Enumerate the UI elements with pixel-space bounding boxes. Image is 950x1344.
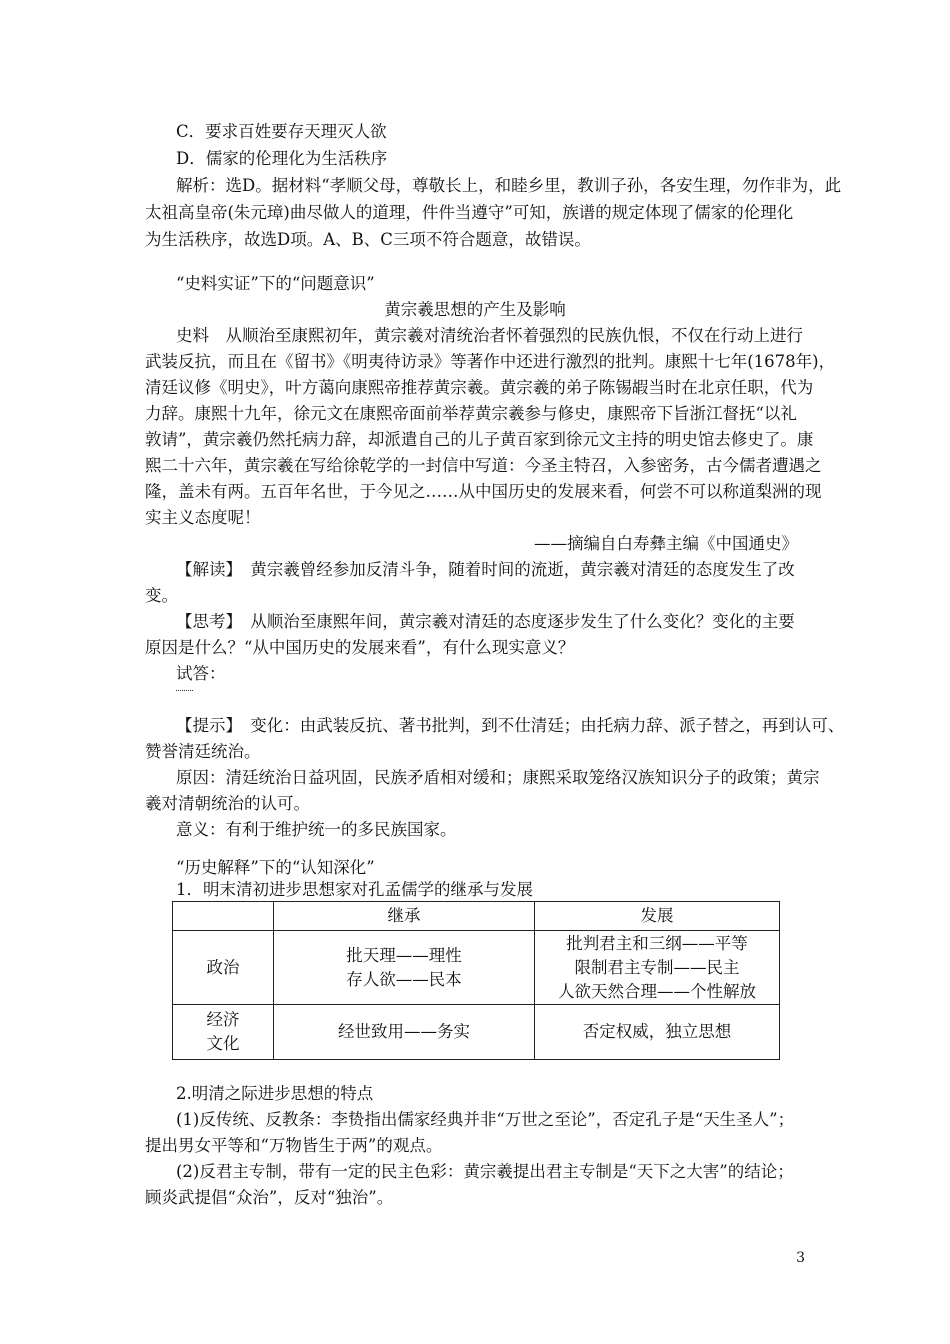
hint-line: 赞誉清廷统治。 [145,742,261,761]
cell-line: 限制君主专制——民主 [574,957,740,977]
row-label-economy-culture [173,1005,274,1060]
economy-develop-cell: 否定权威，独立思想 [535,1005,780,1060]
source-line: 隆，盖未有两。五百年名世，于今见之……从中国历史的发展来看，何尝不可以称道梨洲的现 [145,482,822,501]
citation: ——摘编自白寿彝主编《中国通史》 [534,534,798,553]
source-line: 武装反抗，而且在《留书》《明夷待访录》等著作中还进行激烈的批判。康熙十七年(1678年)， [145,352,836,371]
table-header-develop: 发展 [535,902,780,931]
section2-heading: “历史解释”下的“认知深化” [176,858,375,877]
subheading-2: 2.明清之际进步思想的特点 [176,1084,374,1103]
source-line: 实主义态度呢！ [145,508,261,527]
point1-line: 提出男女平等和“万物皆生于两”的观点。 [145,1136,443,1155]
point2-line: (2)反君主专制，带有一定的民主色彩：黄宗羲提出君主专制是“天下之大害”的结论； [176,1162,794,1181]
answer-blank [176,690,193,691]
economy-inherit-cell: 经世致用——务实 [274,1005,535,1060]
option-c: C．要求百姓要存天理灭人欲 [176,122,387,141]
hint-line: 【提示】 变化：由武装反抗、著书批判，到不仕清廷；由托病力辞、派子替之，再到认可、 [176,716,845,735]
source-line: 敦请”，黄宗羲仍然托病力辞，却派遣自己的儿子黄百家到徐元文主持的明史馆去修史了。康 [145,430,814,449]
source-line: 史料 从顺治至康熙初年，黄宗羲对清统治者怀着强烈的民族仇恨，不仅在行动上进行 [176,326,803,345]
inheritance-table [172,901,780,1060]
politics-develop-cell [535,931,780,1005]
significance: 意义：有利于维护统一的多民族国家。 [176,820,457,839]
reason-line: 羲对清朝统治的认可。 [145,794,310,813]
cell-line: 人欲天然合理——个性解放 [558,981,756,1001]
table-header-inherit: 继承 [274,902,535,931]
interpretation-line: 变。 [145,586,178,605]
section2-subheading: 1．明末清初进步思想家对孔孟儒学的继承与发展 [176,880,533,899]
cell-line: 批判君主和三纲——平等 [566,933,748,953]
reason-line: 原因：清廷统治日益巩固，民族矛盾相对缓和；康熙采取笼络汉族知识分子的政策；黄宗 [176,768,820,787]
source-line: 力辞。康熙十九年，徐元文在康熙帝面前举荐黄宗羲参与修史，康熙帝下旨浙江督抚“以礼 [145,404,797,423]
option-d: D．儒家的伦理化为生活秩序 [176,149,388,168]
try-answer-label: 试答： [176,664,226,683]
analysis-line: 太祖高皇帝(朱元璋)曲尽做人的道理，件件当遵守”可知，族谱的规定体现了儒家的伦理化 [145,203,794,222]
cell-line: 经济 [206,1010,240,1029]
analysis-line: 为生活秩序，故选D项。A、B、C三项不符合题意，故错误。 [145,230,591,249]
table-row [173,1005,780,1060]
cell-line: 存人欲——民本 [346,969,462,989]
cell-line: 文化 [206,1034,240,1053]
section1-title: 黄宗羲思想的产生及影响 [384,300,566,319]
thinking-line: 原因是什么？“从中国历史的发展来看”，有什么现实意义？ [145,638,575,657]
table-corner-cell [173,902,274,931]
source-line: 清廷议修《明史》，叶方蔼向康熙帝推荐黄宗羲。黄宗羲的弟子陈锡嘏当时在北京任职，代为 [145,378,814,397]
politics-inherit-cell [274,931,535,1005]
thinking-line: 【思考】 从顺治至康熙年间，黄宗羲对清廷的态度逐步发生了什么变化？变化的主要 [176,612,795,631]
table-row [173,931,780,1005]
cell-line: 批天理——理性 [346,945,462,965]
table-header-row [173,902,780,931]
analysis-line: 解析：选D。据材料“孝顺父母，尊敬长上，和睦乡里，教训子孙，各安生理，勿作非为，此 [176,176,842,195]
section1-heading: “史料实证”下的“问题意识” [176,274,375,293]
row-label-politics: 政治 [173,931,274,1005]
point1-line: (1)反传统、反教条：李贽指出儒家经典并非“万世之至论”，否定孔子是“天生圣人”； [176,1110,795,1129]
interpretation-line: 【解读】 黄宗羲曾经参加反清斗争，随着时间的流逝，黄宗羲对清廷的态度发生了改 [176,560,795,579]
page-number: 3 [796,1250,805,1266]
point2-line: 顾炎武提倡“众治”，反对“独治”。 [145,1188,394,1207]
source-line: 熙二十六年，黄宗羲在写给徐乾学的一封信中写道：今圣主特召，入参密务，古今儒者遭遇之 [145,456,822,475]
